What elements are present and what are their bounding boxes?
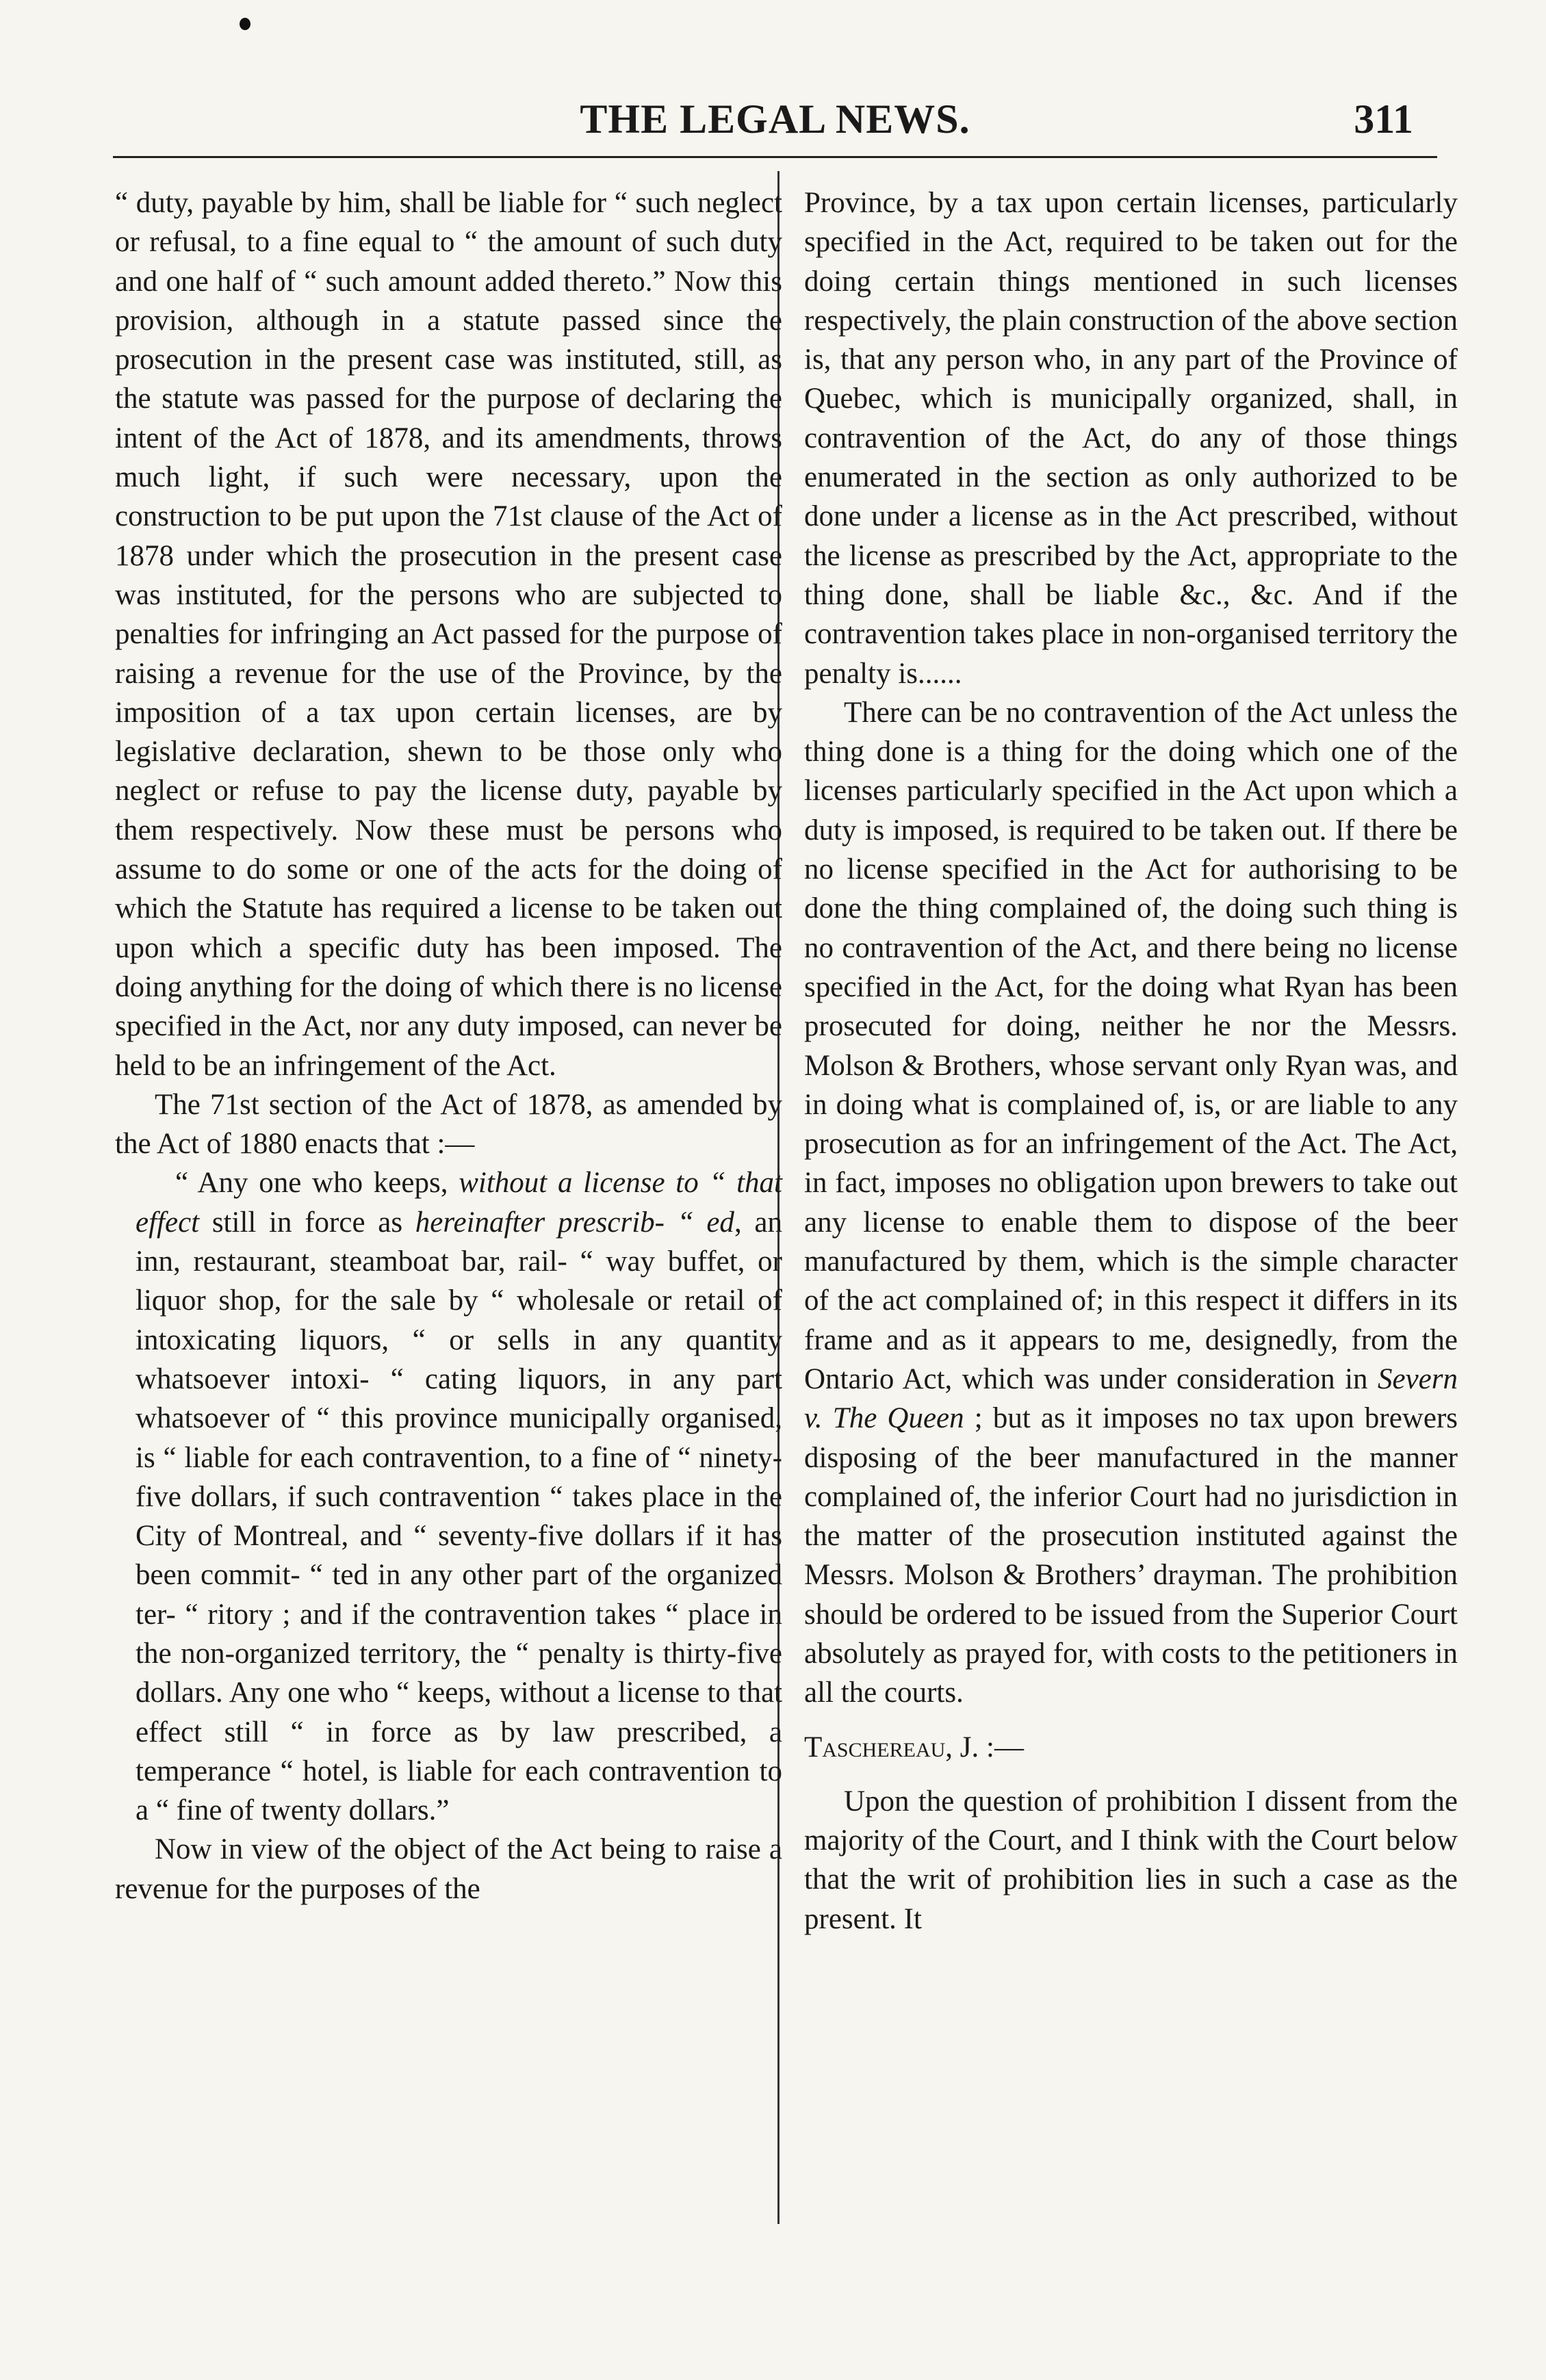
- page-number: 311: [1354, 96, 1413, 142]
- quote-start: “ Any one who keeps,: [175, 1167, 459, 1200]
- right-p2-end: ; but as it imposes no tax upon brewers disposing of the beer manufactured in the manner complained of, the inferior Court had no jurisdiction in the matter of the prosecution instituted against the Messrs. Molson & Brothers’ drayman. The prohibition should be ordered to be issued from the Superior Court absolutely as prayed for, with costs to the petitioners in all the courts.: [804, 1402, 1458, 1709]
- right-column: [804, 183, 1458, 1939]
- header-rule: [113, 156, 1437, 158]
- right-p2-start: There can be no contravention of the Act unless the thing done is a thing for the doing which one of the licenses particularly specified in the Act upon which a duty is imposed, is required to be taken out. If there be no license specified in the Act for authorising to be done the thing complained of, the doing such thing is no contravention of the Act, and there being no license specified in the Act, for the doing what Ryan has been prosecuted for doing, neither he nor the Messrs. Molson & Brothers, whose servant only Ryan was, and in doing what is complained of, is, or are liable to any prosecution as for an infringement of the Act. The Act, in fact, imposes no obligation upon brewers to take out any license to enable them to dispose of the beer manufactured by them, which is the simple character of the act complained of; in this respect it differs in its frame and as it appears to me, designedly, from the Ontario Act, which was under consideration in: [804, 696, 1458, 1395]
- left-column: [115, 183, 782, 1909]
- right-paragraph-2: [804, 693, 1458, 1713]
- judge-heading: Taschereau, J. :—: [804, 1731, 1024, 1763]
- left-paragraph-2: The 71st section of the Act of 1878, as amended by the Act of 1880 enacts that :—: [115, 1088, 782, 1161]
- journal-title: THE LEGAL NEWS.: [580, 96, 970, 142]
- quote-rest: , an inn, restaurant, steamboat bar, rail- “ way buffet, or liquor shop, for the sale by “ wholesale or retail of intoxicating liquors, “ or sells in any quantity whatsoever intoxi- “ cating liquors, in any part whatsoever of “ this province municipally organised, is “ liable for each contravention, to a fine of “ ninety-five dollars, if such contravention “ takes place in the City of Montreal, and “ seventy-five dollars if it has been commit- “ ted in any other part of the organized ter- “ ritory ; and if the contravention takes “ place in the non-organized territory, the “ penalty is thirty-five dollars. Any one who “ keeps, without a license to that effect still “ in force as by law prescribed, a temperance “ hotel, is liable for each contravention to a “ fine of twenty dollars.”: [136, 1206, 782, 1827]
- right-paragraph-3: Upon the question of prohibition I dissent from the majority of the Court, and I think with the Court below that the writ of prohibition lies in such a case as the present. It: [804, 1785, 1458, 1935]
- left-paragraph-3: Now in view of the object of the Act being to raise a revenue for the purposes of the: [115, 1833, 782, 1905]
- right-paragraph-1: Province, by a tax upon certain licenses, particularly specified in the Act, required to be taken out for the doing certain things mentioned in such licenses respectively, the plain construction of the above section is, that any person who, in any part of the Province of Quebec, which is municipally organized, shall, in contravention of the Act, do any of those things enumerated in the section as only authorized to be done under a license as in the Act prescribed, without the license as prescribed by the Act, appropriate to the thing done, shall be liable &c., &c. And if the contravention takes place in non-organised territory the penalty is......: [804, 187, 1458, 690]
- quote-italic-1: without a license to “ that effect: [136, 1167, 782, 1239]
- ink-dot: [240, 18, 250, 30]
- running-header: [113, 96, 1437, 151]
- left-paragraph-1: “ duty, payable by him, shall be liable for “ such neglect or refusal, to a fine equal to “ the amount of such duty and one half of “ such amount added thereto.” Now this provision, although in a statute passed since the prosecution in the present case was instituted, still, as the statute was passed for the purpose of declaring the intent of the Act of 1878, and its amendments, throws much light, if such were necessary, upon the construction to be put upon the 71st clause of the Act of 1878 under which the prosecution in the present case was instituted, for the persons who are subjected to penalties for infringing an Act passed for the purpose of raising a revenue for the use of the Province, by the imposition of a tax upon certain licenses, are by legislative declaration, shewn to be those only who neglect or refuse to pay the license duty, payable by them respectively. Now these must be persons who assume to do some or one of the acts for the doing of which the Statute has required a license to be taken out upon which a specific duty has been imposed. The doing anything for the doing of which there is no license specified in the Act, nor any duty imposed, can never be held to be an infringement of the Act.: [115, 187, 782, 1082]
- case-citation: Severn v. The Queen: [804, 1362, 1458, 1435]
- quote-mid: still in force as: [199, 1206, 415, 1239]
- quote-italic-2: hereinafter prescrib- “ ed: [415, 1206, 734, 1239]
- statute-quotation: [115, 1163, 782, 1830]
